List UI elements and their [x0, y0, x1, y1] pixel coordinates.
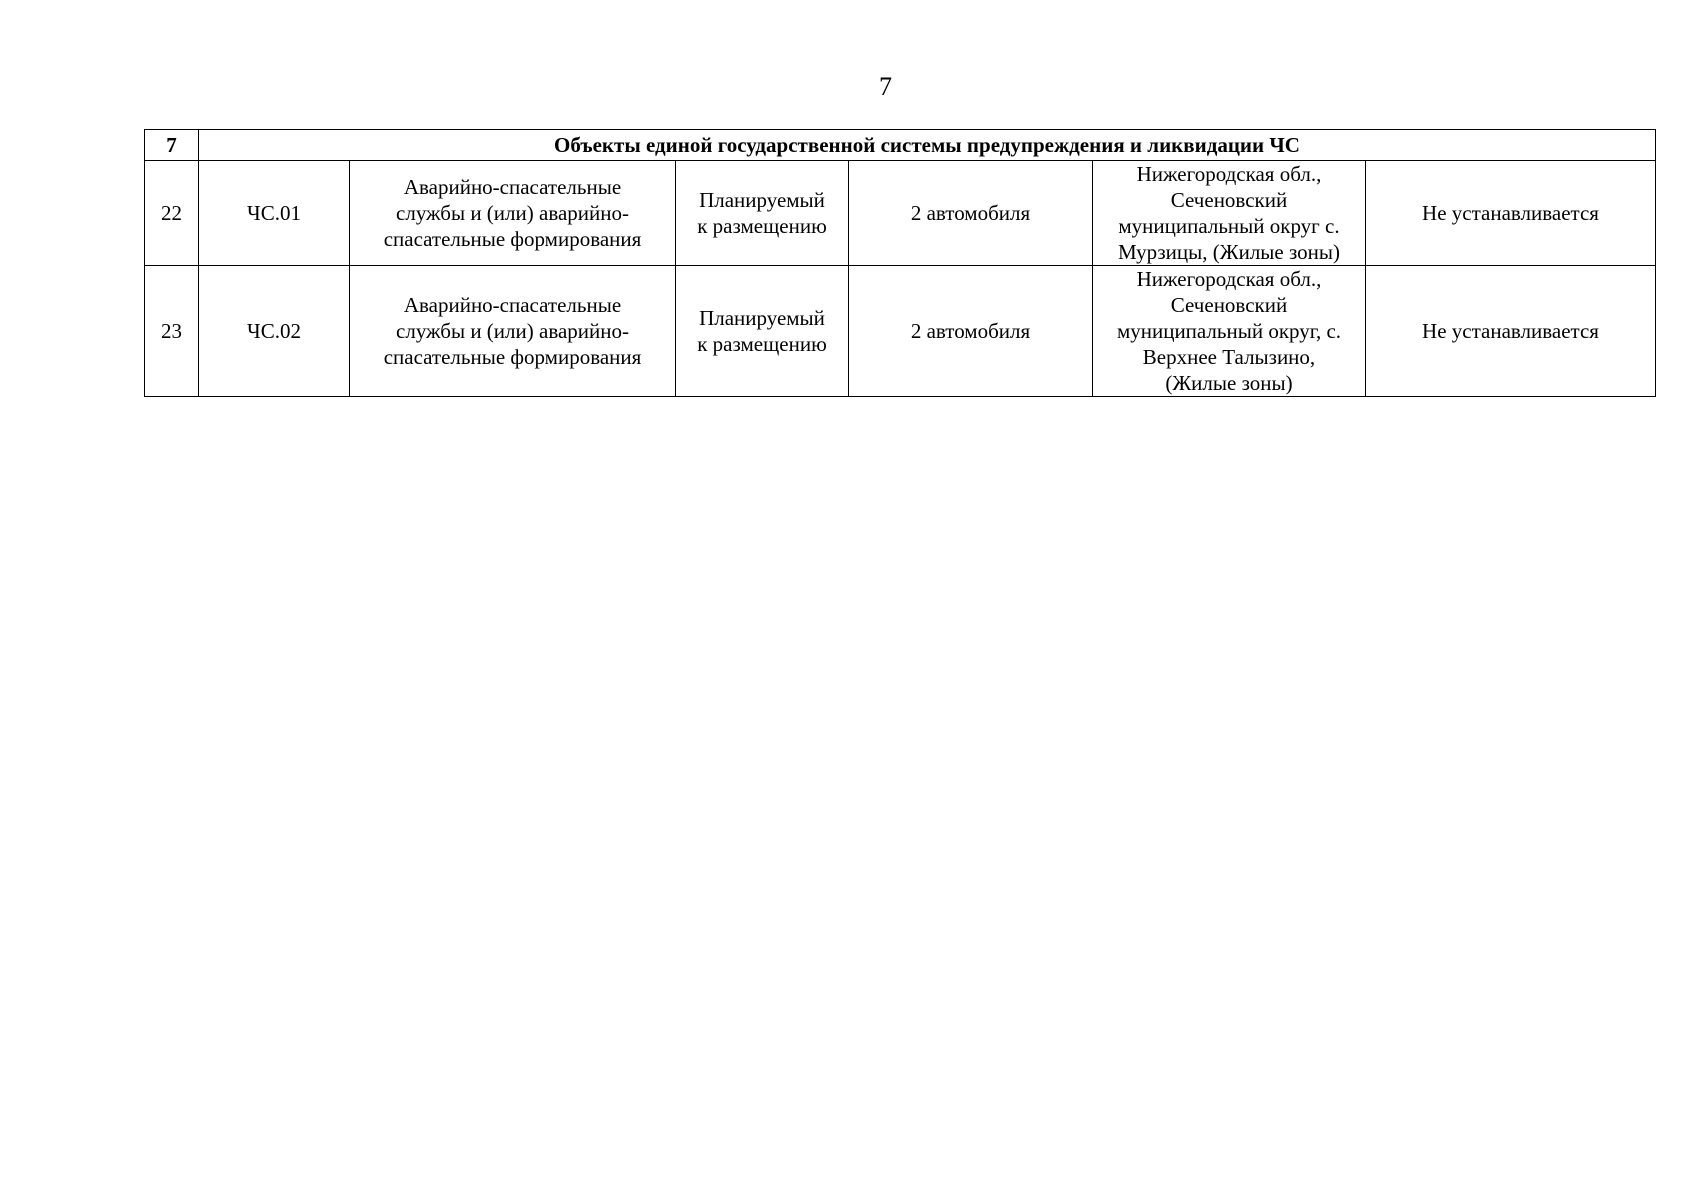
object-capacity: 2 автомобиля	[849, 266, 1093, 397]
object-name: Аварийно-спасательные службы и (или) аварийно- спасательные формирования	[350, 161, 676, 266]
object-capacity: 2 автомобиля	[849, 161, 1093, 266]
table-row	[145, 266, 1656, 397]
object-status: Планируемый к размещению	[676, 266, 849, 397]
object-zone: Не устанавливается	[1366, 161, 1656, 266]
object-name: Аварийно-спасательные службы и (или) аварийно- спасательные формирования	[350, 266, 676, 397]
page-number: 7	[879, 72, 892, 101]
object-code: ЧС.02	[199, 266, 350, 397]
section-title: Объекты единой государственной системы предупреждения и ликвидации ЧС	[199, 130, 1656, 161]
row-number: 23	[145, 266, 199, 397]
object-location: Нижегородская обл., Сеченовский муниципальный округ с. Мурзицы, (Жилые зоны)	[1093, 161, 1366, 266]
section-header-row	[145, 130, 1656, 161]
objects-table	[144, 129, 1656, 397]
table-row	[145, 161, 1656, 266]
object-status: Планируемый к размещению	[676, 161, 849, 266]
object-location: Нижегородская обл., Сеченовский муниципальный округ, с. Верхнее Талызино, (Жилые зоны)	[1093, 266, 1366, 397]
section-number: 7	[145, 130, 199, 161]
object-code: ЧС.01	[199, 161, 350, 266]
object-zone: Не устанавливается	[1366, 266, 1656, 397]
row-number: 22	[145, 161, 199, 266]
